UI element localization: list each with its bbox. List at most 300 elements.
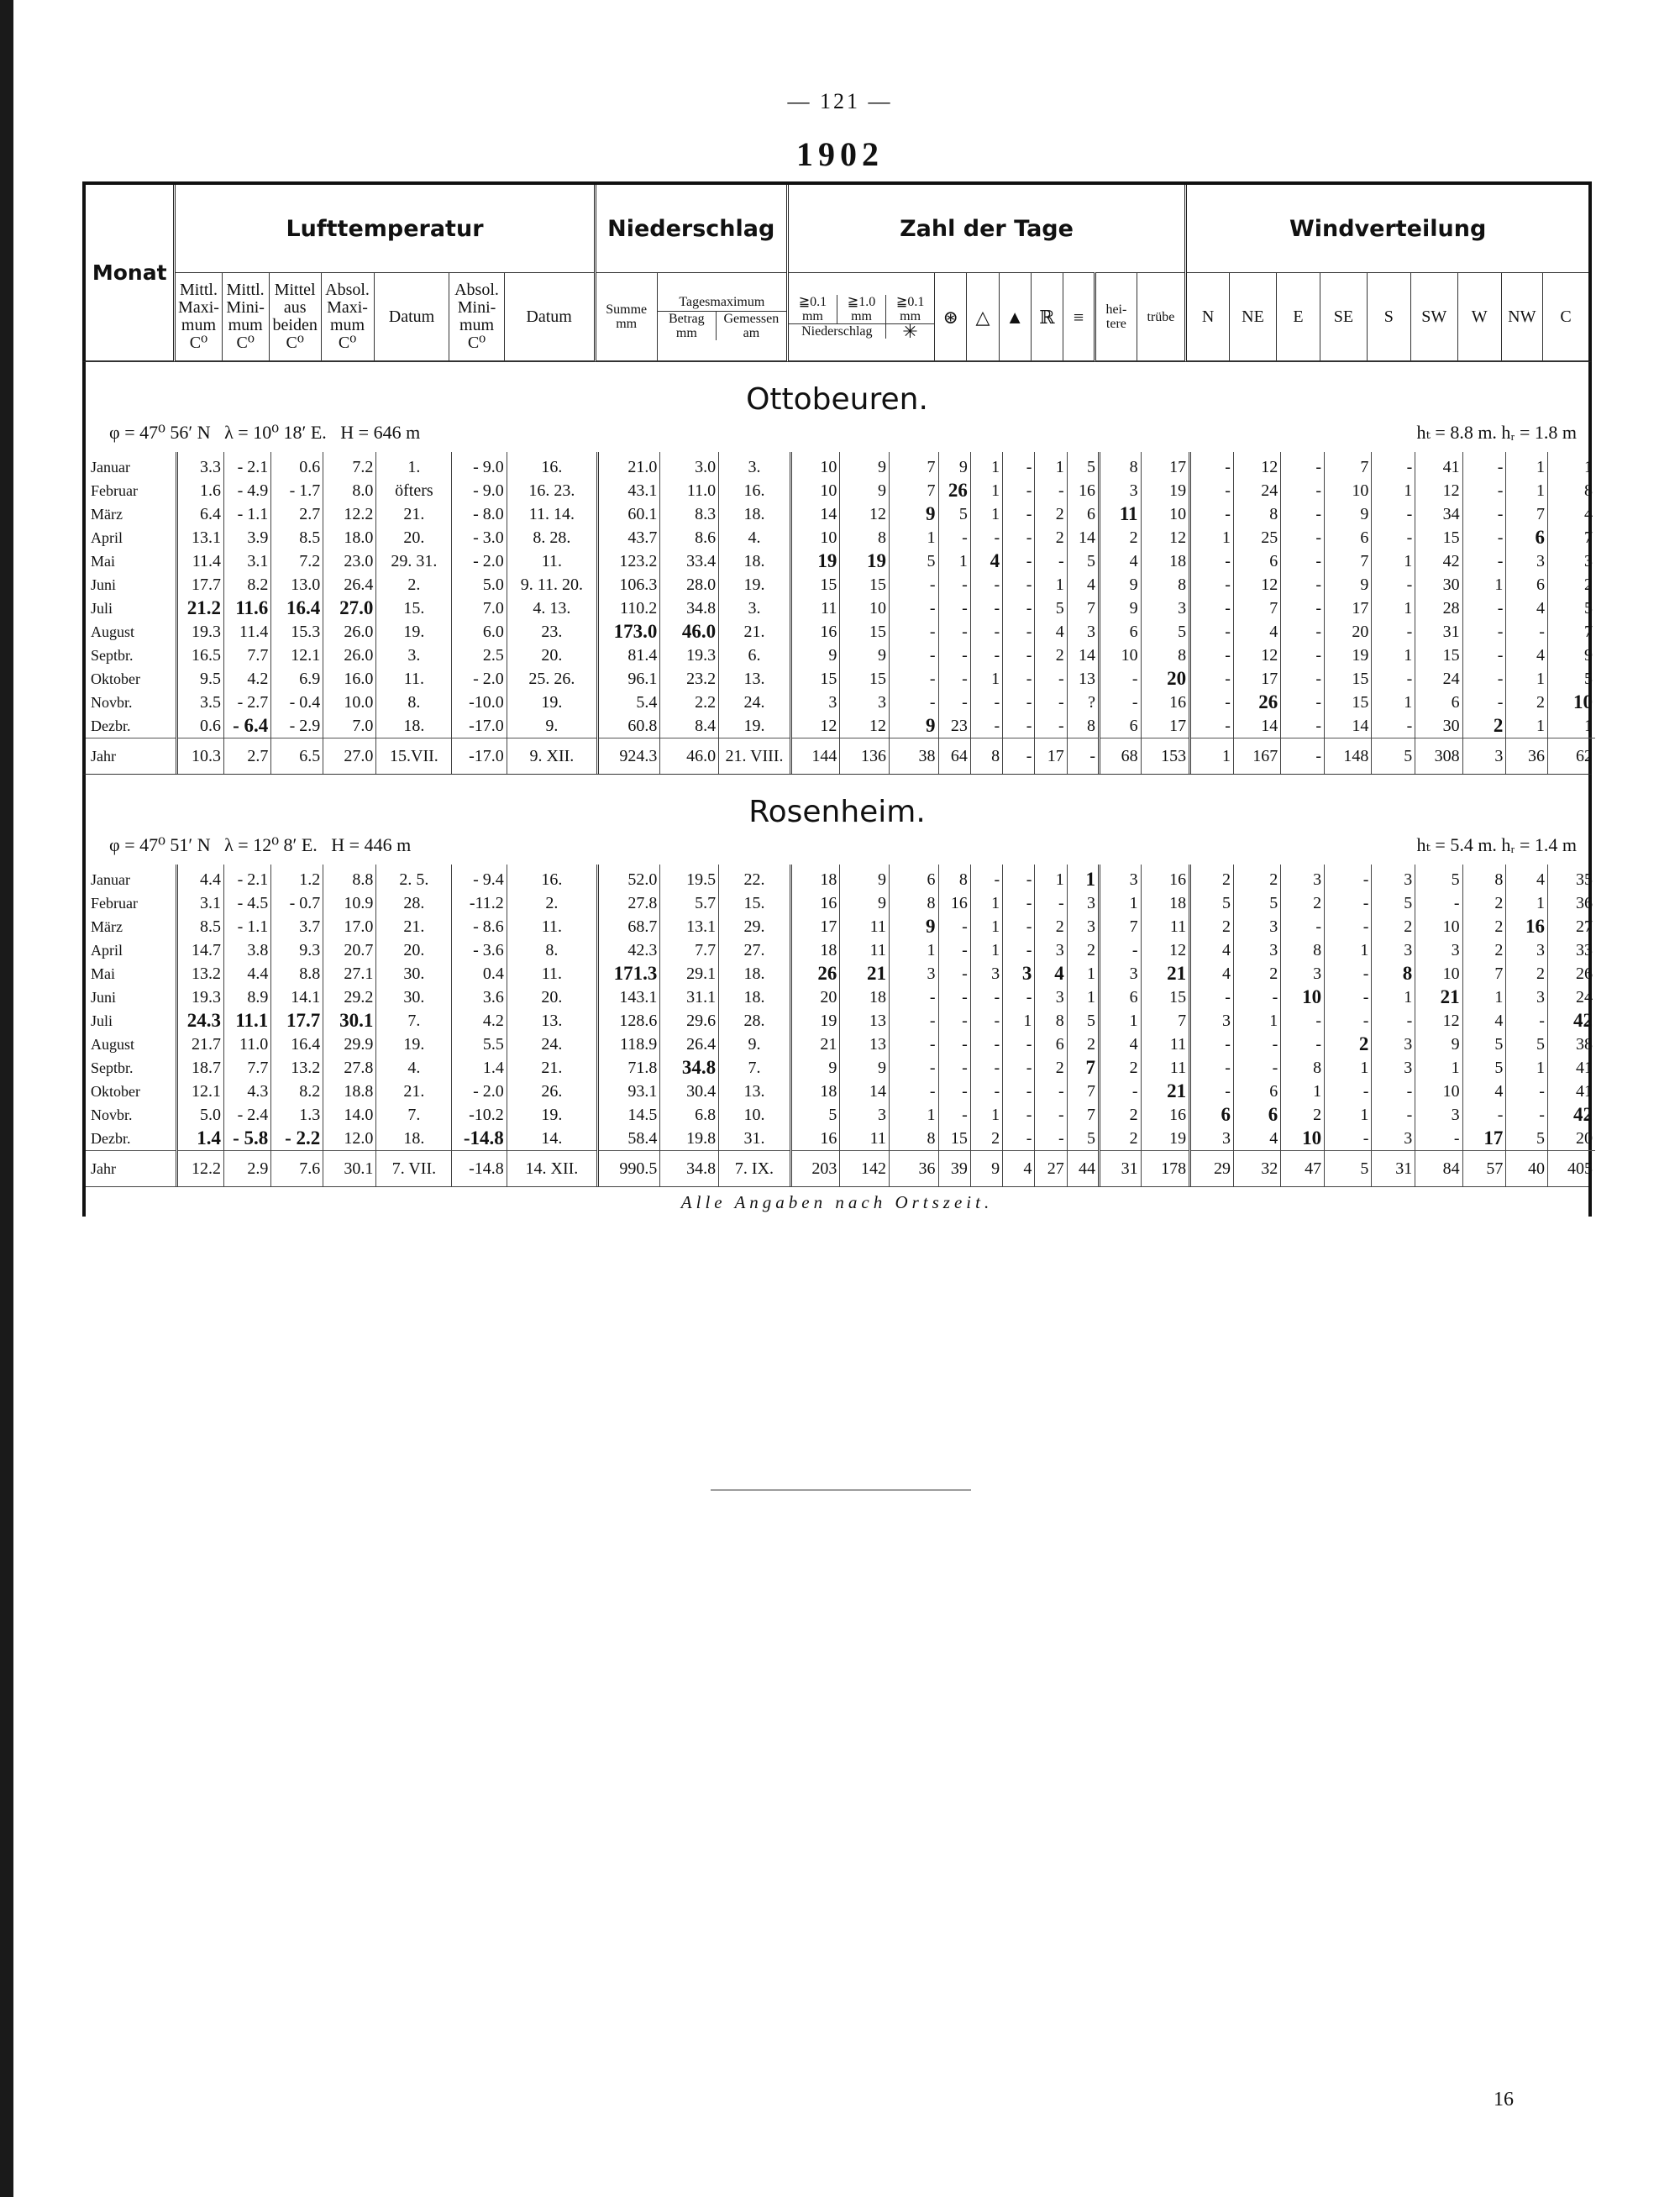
value-cell: 21. [507,1056,597,1080]
value-cell: - [1462,549,1506,573]
value-cell: - [938,938,970,962]
value-cell: - [970,597,1002,620]
value-cell: 84 [1415,1151,1462,1187]
value-cell: 7 [1067,1080,1099,1103]
value-cell: - [970,620,1002,644]
value-cell: 2 [1100,1056,1142,1080]
value-cell: - 9.0 [452,479,507,502]
value-cell: 14 [790,502,840,526]
station-altitude: H = 446 m [331,834,412,855]
value-cell: - [1462,597,1506,620]
value-cell: 11. 14. [507,502,597,526]
value-cell: - [1233,1033,1280,1056]
value-cell: 1 [970,667,1002,691]
value-cell: - [1372,452,1415,479]
header-dir-nw: NW [1501,273,1542,361]
value-cell: 26.0 [323,644,376,667]
value-cell: - [970,1033,1002,1056]
value-cell: - [938,597,970,620]
value-cell: - [889,1080,938,1103]
value-cell: - 9.4 [452,865,507,891]
value-cell: 9.5 [176,667,223,691]
value-cell: -10.0 [452,691,507,714]
value-cell: 7.6 [271,1151,323,1187]
year-heading: 1902 [796,135,884,173]
value-cell: - [1372,1080,1415,1103]
value-cell: - [889,1009,938,1033]
value-cell: 5 [1547,597,1595,620]
value-cell: 12 [1141,938,1190,962]
value-cell: - [1003,644,1035,667]
value-cell: - 4.9 [223,479,270,502]
value-cell: 11.1 [223,1009,270,1033]
value-cell: 8.5 [176,915,223,938]
value-cell: 2 [1462,714,1506,738]
value-cell: 9 [970,1151,1002,1187]
value-cell: - [1506,1009,1548,1033]
value-cell: - [1325,915,1372,938]
value-cell: 3 [840,1103,890,1127]
value-cell: 4 [1506,644,1548,667]
value-cell: 19 [840,549,890,573]
value-cell: 10 [1100,644,1142,667]
value-cell: 16 [938,891,970,915]
value-cell: 5.4 [597,691,659,714]
value-cell: 12 [1415,1009,1462,1033]
value-cell: 1 [1506,714,1548,738]
value-cell: 13.2 [176,962,223,985]
value-cell: 203 [790,1151,840,1187]
value-cell: 4 [1035,962,1067,985]
value-cell: 144 [790,738,840,775]
value-cell: 26.4 [323,573,376,597]
header-dir-ne: NE [1229,273,1276,361]
value-cell: 20 [1141,667,1190,691]
value-cell: 1 [889,526,938,549]
value-cell: 2 [1190,865,1234,891]
value-cell: 5 [1462,1033,1506,1056]
value-cell: - [970,691,1002,714]
value-cell: - [970,573,1002,597]
value-cell: 19. [719,573,791,597]
value-cell: 3 [1035,938,1067,962]
value-cell: 8.8 [323,865,376,891]
value-cell: 3 [840,691,890,714]
value-cell: - [1067,738,1099,775]
value-cell: 1 [1506,452,1548,479]
value-cell: - 2.0 [452,549,507,573]
value-cell: 16. [507,452,597,479]
value-cell: 5.7 [660,891,719,915]
value-cell: - 1.7 [271,479,323,502]
table-row [86,620,1595,644]
value-cell: 405 [1547,1151,1595,1187]
value-cell: 32 [1233,1151,1280,1187]
value-cell: 16.0 [323,667,376,691]
value-cell: 9 [1100,573,1142,597]
value-cell: -10.2 [452,1103,507,1127]
value-cell: 3 [1190,1127,1234,1151]
value-cell: 7 [1067,1056,1099,1080]
value-cell: 21 [840,962,890,985]
table-row [86,479,1595,502]
value-cell: - [970,1080,1002,1103]
value-cell: 7 [1325,452,1372,479]
value-cell: 3.8 [223,938,270,962]
value-cell: - [1190,691,1234,714]
value-cell: - [1281,714,1325,738]
value-cell: 5.0 [176,1103,223,1127]
value-cell: 2. [507,891,597,915]
value-cell: 17.7 [176,573,223,597]
value-cell: 23.0 [323,549,376,573]
value-cell: 4 [1003,1151,1035,1187]
month-cell: Mai [91,553,115,570]
value-cell: 2 [970,1127,1002,1151]
value-cell: 2.9 [223,1151,270,1187]
value-cell: 7. IX. [719,1151,791,1187]
value-cell: 6.8 [660,1103,719,1127]
value-cell: 19. [507,691,597,714]
value-cell: 27.1 [323,962,376,985]
value-cell: 16 [1141,1103,1190,1127]
value-cell: 7.0 [323,714,376,738]
value-cell: - [1462,667,1506,691]
value-cell: 21 [1141,1080,1190,1103]
value-cell: 1 [970,1103,1002,1127]
value-cell: 990.5 [597,1151,659,1187]
header-dir-w: W [1457,273,1501,361]
value-cell: 3.6 [452,985,507,1009]
value-cell: - 9.0 [452,452,507,479]
value-cell: - [1003,526,1035,549]
value-cell: 62 [1547,738,1595,775]
value-cell: 1 [889,938,938,962]
value-cell: 8.3 [660,502,719,526]
value-cell: 1 [1506,891,1548,915]
value-cell: - [1003,985,1035,1009]
value-cell: 9.3 [271,938,323,962]
value-cell: -14.8 [452,1127,507,1151]
value-cell: 21 [1415,985,1462,1009]
table-row [86,962,1595,985]
value-cell: 2 [1067,938,1099,962]
value-cell: 14.1 [271,985,323,1009]
header-dir-n: N [1186,273,1230,361]
value-cell: 6 [889,865,938,891]
header-absol-max: Absol. Maxi- mum C⁰ [321,273,374,361]
value-cell: - [1281,738,1325,775]
value-cell: 28.0 [660,573,719,597]
value-cell: 15. [719,891,791,915]
value-cell: 64 [938,738,970,775]
value-cell: 1 [1547,714,1595,738]
value-cell: 16 [1141,691,1190,714]
value-cell: 9 [840,479,890,502]
header-datum-max: Datum [374,273,449,361]
value-cell: - [1233,985,1280,1009]
value-cell: 4.4 [176,865,223,891]
value-cell: 4.4 [223,962,270,985]
value-cell: 10.9 [323,891,376,915]
value-cell: 5 [1067,452,1099,479]
value-cell: - [889,597,938,620]
value-cell: 2 [1281,891,1325,915]
month-cell: Septbr. [91,647,134,664]
value-cell: 2 [1190,915,1234,938]
value-cell: - [938,644,970,667]
value-cell: 17 [1035,738,1067,775]
value-cell: - [1462,526,1506,549]
value-cell: - [1190,479,1234,502]
header-windverteilung: Windverteilung [1186,183,1590,273]
value-cell: 93.1 [597,1080,659,1103]
value-cell: 5 [1035,597,1067,620]
value-cell: 9 [840,1056,890,1080]
value-cell: 68 [1100,738,1142,775]
value-cell: 1 [1100,891,1142,915]
value-cell: - [1003,620,1035,644]
header-dir-s: S [1368,273,1411,361]
value-cell: 9 [889,502,938,526]
value-cell: 71.8 [597,1056,659,1080]
value-cell: 2 [1462,915,1506,938]
value-cell: - [1462,644,1506,667]
value-cell: - 8.6 [452,915,507,938]
value-cell: 29 [1190,1151,1234,1187]
value-cell: 8. 28. [507,526,597,549]
value-cell: 38 [1547,1033,1595,1056]
value-cell: - [1281,915,1325,938]
value-cell: - 2.7 [223,691,270,714]
month-cell: Oktober [91,1083,140,1100]
table-row [86,1009,1595,1033]
value-cell: - [1100,938,1142,962]
value-cell: - [1003,1056,1035,1080]
value-cell: - [1190,452,1234,479]
value-cell: 1 [1325,1056,1372,1080]
value-cell: 14.5 [597,1103,659,1127]
month-cell: Juni [91,989,117,1006]
value-cell: - 3.6 [452,938,507,962]
value-cell: 15 [1325,691,1372,714]
value-cell: 1 [1547,452,1595,479]
value-cell: 4. [376,1056,452,1080]
value-cell: 8 [1233,502,1280,526]
value-cell: 3 [889,962,938,985]
value-cell: 1 [1372,479,1415,502]
value-cell: - [938,620,970,644]
value-cell: 23. [507,620,597,644]
value-cell: 5.0 [452,573,507,597]
station-name: Ottobeuren. [746,382,928,417]
value-cell: - [938,1009,970,1033]
value-cell: 1 [1325,938,1372,962]
value-cell: 29.6 [660,1009,719,1033]
table-row [86,667,1595,691]
value-cell: - [1035,479,1067,502]
value-cell: 7 [1067,1103,1099,1127]
station-latitude: φ = 47⁰ 56′ N [109,422,211,443]
value-cell: 7 [1141,1009,1190,1033]
value-cell: 1 [970,452,1002,479]
value-cell: 3 [1035,985,1067,1009]
station-longitude: λ = 12⁰ 8′ E. [224,834,318,855]
value-cell: 13 [840,1033,890,1056]
value-cell: 29.2 [323,985,376,1009]
value-cell: 15 [840,667,890,691]
value-cell: 0.4 [452,962,507,985]
value-cell: 31. [719,1127,791,1151]
table-row [86,714,1595,738]
value-cell: 29. 31. [376,549,452,573]
value-cell: 1 [1067,985,1099,1009]
value-cell: 30. [376,985,452,1009]
value-cell: 14 [1325,714,1372,738]
value-cell: - [1003,891,1035,915]
value-cell: - [1372,667,1415,691]
value-cell: 34 [1415,502,1462,526]
table-row [86,549,1595,573]
value-cell: 3 [1141,597,1190,620]
value-cell: 27 [1547,915,1595,938]
value-cell: 31 [1100,1151,1142,1187]
value-cell: 308 [1415,738,1462,775]
value-cell: 19 [1141,1127,1190,1151]
table-row [86,1033,1595,1056]
value-cell: 3 [1233,915,1280,938]
value-cell: 6.9 [271,667,323,691]
table-row [86,985,1595,1009]
value-cell: 1 [1372,985,1415,1009]
value-cell: 2 [1325,1033,1372,1056]
value-cell: 11. [507,915,597,938]
value-cell: 36 [1506,738,1548,775]
value-cell: 8 [1141,644,1190,667]
value-cell: - [1190,714,1234,738]
value-cell: 2 [1067,1033,1099,1056]
value-cell: 5 [938,502,970,526]
value-cell: 42 [1547,1009,1595,1033]
value-cell: 16 [790,1127,840,1151]
value-cell: 15 [790,667,840,691]
value-cell: 6 [1190,1103,1234,1127]
value-cell: - [1281,691,1325,714]
value-cell: - 1.1 [223,915,270,938]
value-cell: 2. 5. [376,865,452,891]
value-cell: 12 [1233,644,1280,667]
month-cell: Septbr. [91,1059,134,1076]
month-cell: Juli [91,1012,113,1029]
value-cell: 13.1 [176,526,223,549]
value-cell: 21. [376,502,452,526]
value-cell: 21.7 [176,1033,223,1056]
header-mittl-min: Mittl. Mini- mum C⁰ [222,273,269,361]
table-row [86,865,1595,891]
value-cell: 3. [719,452,791,479]
value-cell: 13.2 [271,1056,323,1080]
value-cell: 9 [840,644,890,667]
value-cell: - [1100,667,1142,691]
value-cell: 3 [1506,549,1548,573]
table-header [82,181,1592,361]
value-cell: 21. [719,620,791,644]
value-cell: 3 [1415,938,1462,962]
month-cell: Novbr. [91,1106,133,1123]
value-cell: 60.8 [597,714,659,738]
value-cell: 34.8 [660,1151,719,1187]
month-cell: Juni [91,576,117,593]
value-cell: 9 [1325,573,1372,597]
value-cell: 42 [1415,549,1462,573]
month-cell: März [91,506,123,523]
value-cell: 5 [790,1103,840,1127]
value-cell: 4 [1100,1033,1142,1056]
value-cell: 34.8 [660,597,719,620]
value-cell: - [938,915,970,938]
value-cell: 5 [1067,1009,1099,1033]
value-cell: 2 [1035,526,1067,549]
value-cell: 9. XII. [507,738,597,775]
value-cell: 7.2 [271,549,323,573]
table-row [86,691,1595,714]
value-cell: 1 [1003,1009,1035,1033]
value-cell: - [970,644,1002,667]
value-cell: 106.3 [597,573,659,597]
value-cell: 5 [1547,667,1595,691]
value-cell: 13. [719,667,791,691]
value-cell: 20. [376,526,452,549]
value-cell: 1 [1035,573,1067,597]
table-row [86,1056,1595,1080]
value-cell: 5 [1067,549,1099,573]
value-cell: 7. VII. [376,1151,452,1187]
value-cell: - [1281,479,1325,502]
value-cell: - [1325,1080,1372,1103]
value-cell: 7 [1462,962,1506,985]
value-cell: 30.1 [323,1009,376,1033]
value-cell: - 4.5 [223,891,270,915]
value-cell: 7. [376,1103,452,1127]
value-cell: 30 [1415,714,1462,738]
value-cell: - 2.9 [271,714,323,738]
value-cell: 143.1 [597,985,659,1009]
value-cell: 8.6 [660,526,719,549]
value-cell: 11 [1141,1056,1190,1080]
value-cell: 2 [1100,1127,1142,1151]
value-cell: 118.9 [597,1033,659,1056]
value-cell: - [1100,1080,1142,1103]
station-data-table [86,865,1595,1186]
value-cell: 1 [970,938,1002,962]
value-cell: 14.7 [176,938,223,962]
value-cell: 4 [1190,938,1234,962]
value-cell: - [1003,1080,1035,1103]
value-cell: 5 [1462,1056,1506,1080]
value-cell: 20. [507,985,597,1009]
value-cell: - [1325,865,1372,891]
value-cell: 6 [1100,985,1142,1009]
value-cell: - [938,573,970,597]
value-cell: - [1190,985,1234,1009]
value-cell: 1 [1372,597,1415,620]
value-cell: - [970,865,1002,891]
value-cell: 10 [790,526,840,549]
value-cell: 6 [1100,714,1142,738]
value-cell: 1 [970,502,1002,526]
value-cell: 2 [1506,691,1548,714]
value-cell: 24. [507,1033,597,1056]
